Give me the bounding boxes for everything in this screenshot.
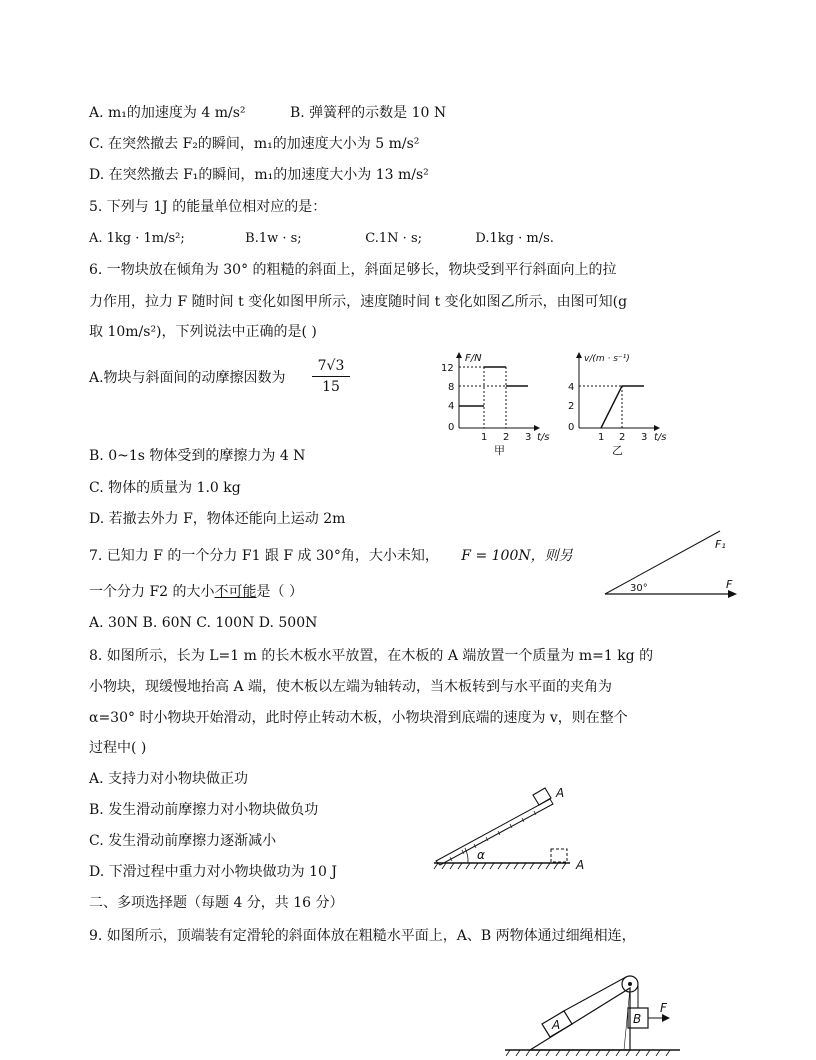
graph-velocity-time — [562, 350, 682, 460]
q8-option-a: A. 支持力对小物块做正功 — [89, 771, 249, 787]
q7-stem-underlined: 不可能 — [214, 584, 257, 600]
q7-fig-f-label: F — [726, 578, 733, 591]
section-2-heading: 二、多项选择题（每题 4 分，共 16 分） — [89, 895, 344, 911]
q7-stem-line2 — [89, 582, 303, 602]
q5-option-a: A. 1kg · 1m/s²; — [89, 231, 185, 246]
q9-fig-f-label: F — [660, 1001, 667, 1015]
q5-stem: 5. 下列与 1J 的能量单位相对应的是： — [89, 199, 327, 215]
q7-stem-text: 7. 已知力 F 的一个分力 F1 跟 F 成 30°角，大小未知， — [89, 548, 439, 564]
q8-option-d: D. 下滑过程中重力对小物块做功为 10 J — [89, 864, 337, 880]
q8-fig-a-bottom-label: A — [576, 858, 585, 872]
graph-left-caption: 甲 — [494, 444, 505, 457]
q6-option-a-text: A.物块与斜面间的动摩擦因数为 — [89, 370, 286, 386]
q9-fig-b-label: B — [633, 1012, 642, 1026]
graph-right-ytick-0: 0 — [568, 422, 575, 433]
q7-force-diagram — [600, 528, 745, 603]
q8-stem-line1: 8. 如图所示，长为 L=1 m 的长木板水平放置，在木板的 A 端放置一个质量为 m=1 kg 的 — [89, 648, 654, 664]
graph-left-xlabel: t/s — [537, 432, 550, 443]
graph-right-xtick-2: 2 — [619, 432, 626, 443]
q8-option-b: B. 发生滑动前摩擦力对小物块做负功 — [89, 802, 319, 818]
q8-fig-alpha-label: α — [477, 848, 485, 862]
graph-left-xtick-2: 2 — [503, 432, 510, 443]
q7-options: A. 30N B. 60N C. 100N D. 500N — [89, 615, 318, 631]
graph-right-xlabel: t/s — [654, 432, 667, 443]
q4-option-a: A. m₁的加速度为 4 m/s² — [89, 105, 246, 121]
q7-stem-line1 — [89, 546, 573, 566]
q6-stem-line2: 力作用，拉力 F 随时间 t 变化如图甲所示，速度随时间 t 变化如图乙所示，由图可知(g — [89, 294, 628, 310]
q8-stem-line4: 过程中( ) — [89, 740, 147, 756]
q7-fig-f1-label: F₁ — [715, 538, 726, 551]
fraction-denominator: 15 — [322, 379, 340, 395]
graph-left-ytick-8: 8 — [448, 382, 455, 393]
q6-option-d: D. 若撤去外力 F，物体还能向上运动 2m — [89, 511, 346, 527]
q9-fig-a-label: A — [552, 1018, 561, 1032]
q4-option-b: B. 弹簧秤的示数是 10 N — [289, 105, 447, 121]
q7-stem-part1: 一个分力 F2 的大小 — [89, 584, 215, 600]
graph-left-ytick-4: 4 — [448, 401, 455, 412]
q4-option-c: C. 在突然撤去 F₂的瞬间，m₁的加速度大小为 5 m/s² — [89, 136, 420, 152]
q7-stem-formula: F = 100N，则另 — [461, 548, 573, 564]
fraction-numerator: 7√3 — [312, 356, 350, 377]
q6-option-c: C. 物体的质量为 1.0 kg — [89, 480, 241, 496]
q8-stem-line3: α=30° 时小物块开始滑动，此时停止转动木板，小物块滑到底端的速度为 v，则在整个 — [89, 710, 628, 726]
q4-options-row — [89, 103, 446, 123]
q7-fig-angle-label: 30° — [630, 583, 648, 594]
q6-option-a-fraction — [312, 356, 350, 397]
q9-pulley-diagram — [500, 968, 690, 1056]
graph-right-xtick-3: 3 — [641, 432, 648, 443]
graph-right-ytick-4: 4 — [568, 382, 575, 393]
graph-left-ytick-12: 12 — [441, 363, 454, 374]
q8-option-c: C. 发生滑动前摩擦力逐渐减小 — [89, 833, 277, 849]
graph-left-ylabel: F/N — [465, 353, 482, 364]
graph-left-ytick-0: 0 — [448, 422, 455, 433]
graph-right-ytick-2: 2 — [568, 401, 575, 412]
q6-option-b: B. 0~1s 物体受到的摩擦力为 4 N — [89, 448, 306, 464]
q6-stem-line3: 取 10m/s²)，下列说法中正确的是( ) — [89, 324, 317, 340]
graph-right-caption: 乙 — [612, 444, 623, 457]
q5-options-row — [89, 229, 554, 249]
q5-option-b: B.1w · s; — [245, 231, 302, 246]
graph-force-time — [430, 350, 570, 460]
q6-stem-line1: 6. 一物块放在倾角为 30° 的粗糙的斜面上，斜面足够长，物块受到平行斜面向上的拉 — [89, 262, 617, 278]
graph-left-xtick-1: 1 — [481, 432, 488, 443]
q8-incline-diagram — [430, 783, 600, 873]
q4-option-d: D. 在突然撤去 F₁的瞬间，m₁的加速度大小为 13 m/s² — [89, 167, 429, 183]
q5-option-d: D.1kg · m/s. — [475, 231, 554, 246]
q6-option-a — [89, 368, 286, 388]
q9-stem-line1: 9. 如图所示，顶端装有定滑轮的斜面体放在粗糙水平面上，A、B 两物体通过细绳相连， — [89, 928, 636, 944]
graph-right-xtick-1: 1 — [598, 432, 605, 443]
graph-right-ylabel: v/(m · s⁻¹) — [584, 354, 630, 364]
q8-fig-a-top-label: A — [556, 786, 565, 800]
q5-option-c: C.1N · s; — [365, 231, 422, 246]
graph-left-xtick-3: 3 — [525, 432, 532, 443]
q7-stem-part2: 是（ ） — [256, 584, 303, 600]
q8-stem-line2: 小物块，现缓慢地抬高 A 端，使木板以左端为轴转动，当木板转到与水平面的夹角为 — [89, 679, 613, 695]
